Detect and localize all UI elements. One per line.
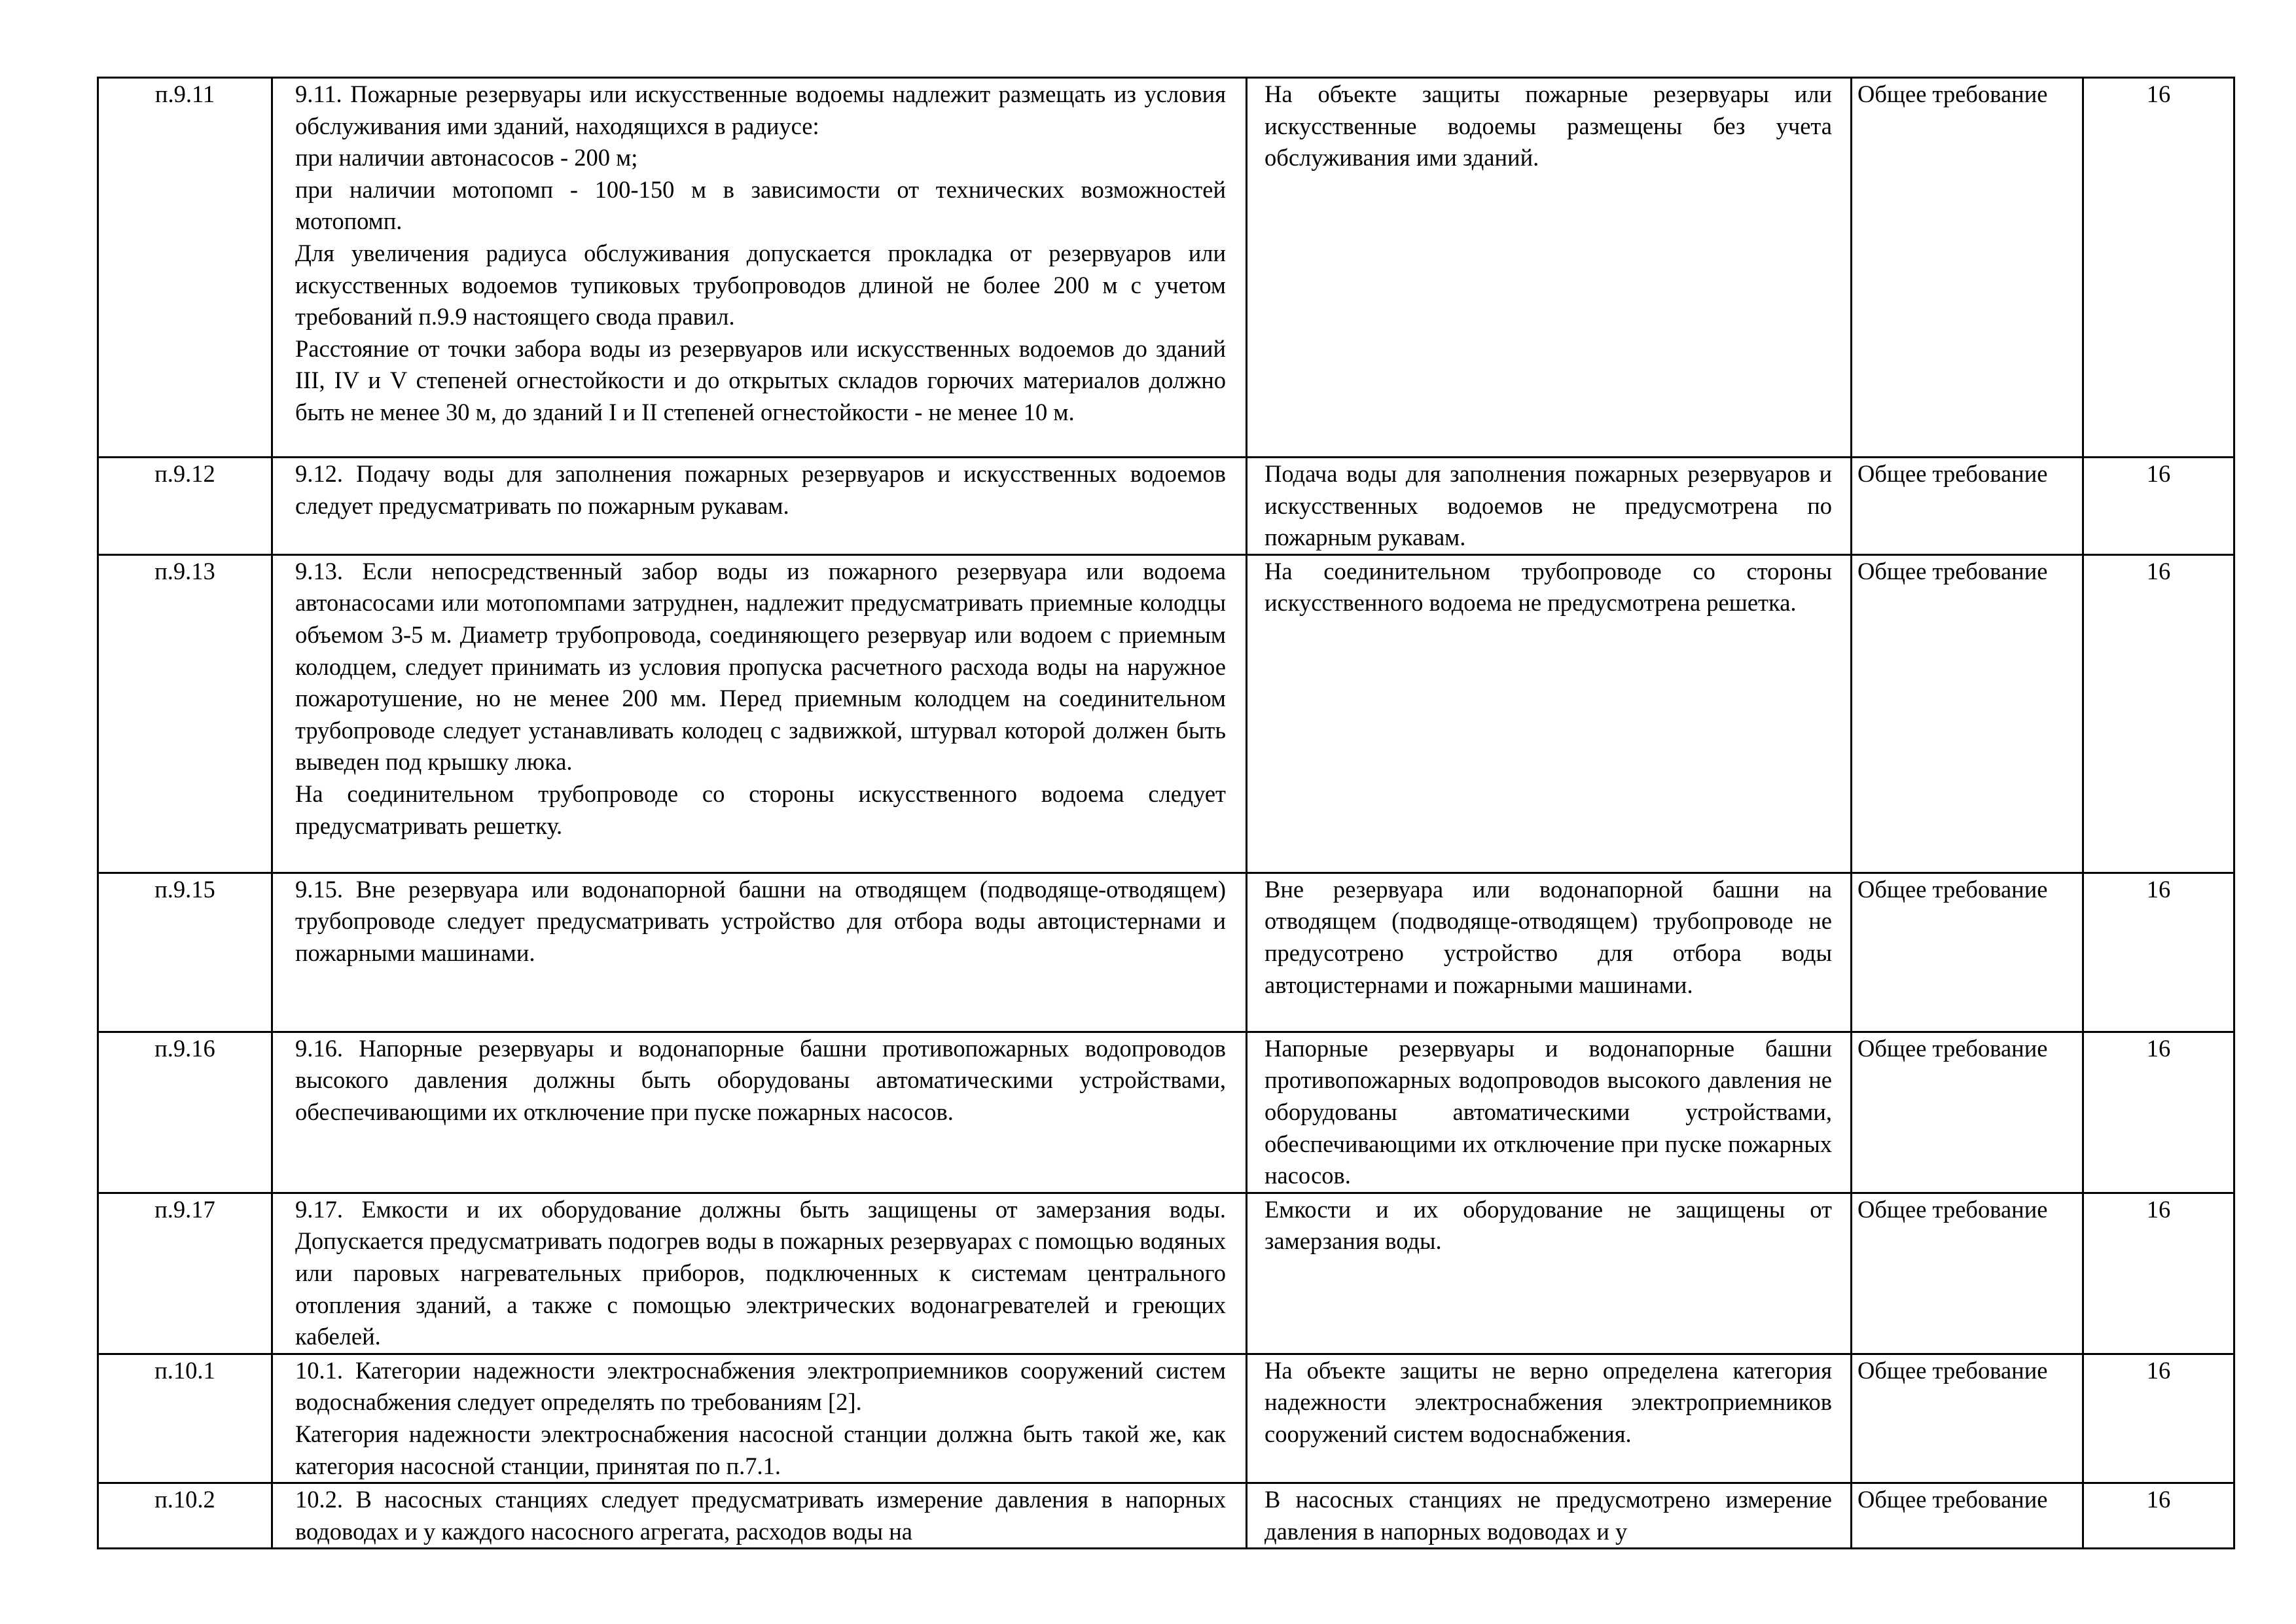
requirement-category: Общее требование	[1852, 873, 2083, 1032]
clause-number: п.9.15	[98, 873, 272, 1032]
table-row	[98, 1193, 2234, 1354]
clause-number: п.9.12	[98, 458, 272, 555]
requirement-paragraph: Для увеличения радиуса обслуживания допускается прокладка от резервуаров или искусственных водоемов тупиковых трубопроводов длиной не более 200 м с учетом требований п.9.9 настоящего свода правил.	[295, 239, 1226, 331]
requirement-text	[272, 1193, 1247, 1354]
requirement-category: Общее требование	[1852, 1032, 2083, 1193]
requirement-category: Общее требование	[1852, 78, 2083, 458]
requirement-category: Общее требование	[1852, 554, 2083, 873]
requirement-category: Общее требование	[1852, 1354, 2083, 1483]
table-row	[98, 554, 2234, 873]
table-row	[98, 78, 2234, 458]
violation-finding: Вне резервуара или водонапорной башни на отводящем (подводяще-отводящем) трубопроводе не предусотрено устройство для отбора воды автоцистернами и пожарными машинами.	[1247, 873, 1852, 1032]
count-value: 16	[2083, 1032, 2234, 1193]
clause-number: п.9.11	[98, 78, 272, 458]
requirement-paragraph: 9.16. Напорные резервуары и водонапорные башни противопожарных водопроводов высокого давления должны быть оборудованы автоматическими устройствами, обеспечивающими их отключение при пуске пожарных насосов.	[295, 1034, 1226, 1125]
violation-finding: Напорные резервуары и водонапорные башни противопожарных водопроводов высокого давления не оборудованы автоматическими устройствами, обеспечивающими их отключение при пуске пожарных насосов.	[1247, 1032, 1852, 1193]
requirements-table	[97, 77, 2235, 1549]
violation-finding: На соединительном трубопроводе со стороны искусственного водоема не предусмотрена решетка.	[1247, 554, 1852, 873]
requirement-category: Общее требование	[1852, 1193, 2083, 1354]
count-value: 16	[2083, 554, 2234, 873]
requirement-category: Общее требование	[1852, 1483, 2083, 1549]
requirement-category: Общее требование	[1852, 458, 2083, 555]
requirement-text	[272, 873, 1247, 1032]
clause-number: п.9.13	[98, 554, 272, 873]
requirement-text	[272, 78, 1247, 458]
clause-number: п.10.1	[98, 1354, 272, 1483]
count-value: 16	[2083, 873, 2234, 1032]
requirement-paragraph: 10.1. Категории надежности электроснабжения электроприемников сооружений систем водоснабжения следует определять по требованиям [2].	[295, 1356, 1226, 1416]
count-value: 16	[2083, 78, 2234, 458]
table-row	[98, 1354, 2234, 1483]
requirement-paragraph: 9.17. Емкости и их оборудование должны быть защищены от замерзания воды. Допускается предусматривать подогрев воды в пожарных резервуарах с помощью водяных или паровых нагревательных приборов, подключенных к системам центрального отопления зданий, а также с помощью электрических водонагревателей и греющих кабелей.	[295, 1195, 1226, 1350]
requirement-text	[272, 554, 1247, 873]
violation-finding: В насосных станциях не предусмотрено измерение давления в напорных водоводах и у	[1247, 1483, 1852, 1549]
requirement-paragraph: 9.15. Вне резервуара или водонапорной башни на отводящем (подводяще-отводящем) трубопроводе следует предусматривать устройство для отбора воды автоцистернами и пожарными машинами.	[295, 875, 1226, 966]
violation-finding: На объекте защиты не верно определена категория надежности электроснабжения электроприемников сооружений систем водоснабжения.	[1247, 1354, 1852, 1483]
requirement-paragraph: На соединительном трубопроводе со стороны искусственного водоема следует предусматривать решетку.	[295, 780, 1226, 839]
requirement-paragraph: 9.12. Подачу воды для заполнения пожарных резервуаров и искусственных водоемов следует предусматривать по пожарным рукавам.	[295, 460, 1226, 519]
requirement-paragraph: Категория надежности электроснабжения насосной станции должна быть такой же, как категория насосной станции, принятая по п.7.1.	[295, 1420, 1226, 1479]
clause-number: п.10.2	[98, 1483, 272, 1549]
violation-finding: На объекте защиты пожарные резервуары или искусственные водоемы размещены без учета обслуживания ими зданий.	[1247, 78, 1852, 458]
requirement-text	[272, 1032, 1247, 1193]
requirement-paragraph: при наличии автонасосов - 200 м;	[295, 144, 638, 171]
requirement-text	[272, 1354, 1247, 1483]
violation-finding: Подача воды для заполнения пожарных резервуаров и искусственных водоемов не предусмотрена по пожарным рукавам.	[1247, 458, 1852, 555]
requirement-text	[272, 458, 1247, 555]
count-value: 16	[2083, 1354, 2234, 1483]
requirement-text	[272, 1483, 1247, 1549]
count-value: 16	[2083, 1193, 2234, 1354]
requirement-paragraph: при наличии мотопомп - 100-150 м в зависимости от технических возможностей мотопомп.	[295, 175, 1226, 235]
clause-number: п.9.17	[98, 1193, 272, 1354]
table-row	[98, 873, 2234, 1032]
requirement-paragraph: 9.13. Если непосредственный забор воды из пожарного резервуара или водоема автонасосами или мотопомпами затруднен, надлежит предусматривать приемные колодцы объемом 3-5 м. Диаметр трубопровода, соединяющего резервуар или водоем с приемным колодцем, следует принимать из условия пропуска расчетного расхода воды на наружное пожаротушение, но не менее 200 мм. Перед приемным колодцем на соединительном трубопроводе следует устанавливать колодец с задвижкой, штурвал которой должен быть выведен под крышку люка.	[295, 557, 1226, 776]
table-row	[98, 1483, 2234, 1549]
violation-finding: Емкости и их оборудование не защищены от замерзания воды.	[1247, 1193, 1852, 1354]
count-value: 16	[2083, 458, 2234, 555]
clause-number: п.9.16	[98, 1032, 272, 1193]
count-value: 16	[2083, 1483, 2234, 1549]
table-row	[98, 1032, 2234, 1193]
requirement-paragraph: 9.11. Пожарные резервуары или искусственные водоемы надлежит размещать из условия обслуживания ими зданий, находящихся в радиусе:	[295, 81, 1226, 139]
table-row	[98, 458, 2234, 555]
requirement-paragraph: Расстояние от точки забора воды из резервуаров или искусственных водоемов до зданий III, IV и V степеней огнестойкости и до открытых складов горючих материалов должно быть не менее 30 м, до зданий I и II степеней огнестойкости - не менее 10 м.	[295, 334, 1226, 425]
requirement-paragraph: 10.2. В насосных станциях следует предусматривать измерение давления в напорных водоводах и у каждого насосного агрегата, расходов воды на	[295, 1486, 1226, 1545]
